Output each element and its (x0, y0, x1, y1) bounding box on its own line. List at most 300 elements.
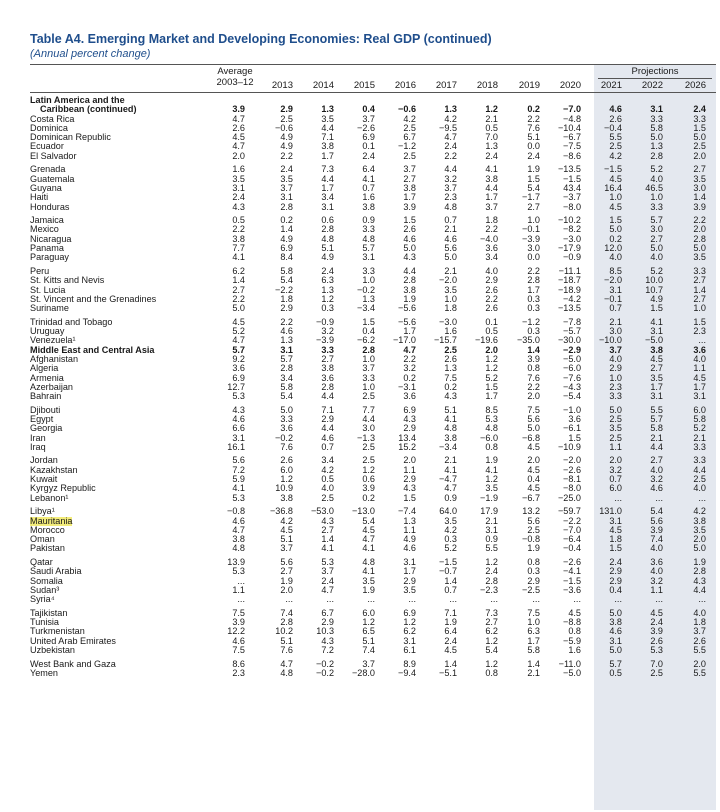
row-value: 2.8 (362, 344, 375, 355)
row-label: Algeria (30, 363, 59, 374)
row-label: Pakistan (30, 543, 65, 554)
row-label: Haiti (30, 192, 49, 203)
row-value: 6.9 (280, 243, 293, 254)
row-value: 2.2 (527, 381, 540, 392)
row-value: 3.6 (321, 372, 334, 383)
row-value: 64.0 (439, 506, 457, 517)
row-value: −5.0 (563, 353, 581, 364)
row-value: ... (532, 594, 540, 605)
row-value: 6.0 (609, 483, 622, 494)
row-value: 2.2 (280, 150, 293, 161)
row-value: −36.8 (269, 506, 293, 517)
row-value: 4.5 (609, 201, 622, 212)
row-value: −3.1 (398, 381, 416, 392)
row-value: 3.4 (321, 192, 334, 203)
row-value: 2.5 (403, 150, 416, 161)
row-value: 4.2 (693, 506, 706, 517)
row-value: 10.9 (275, 483, 293, 494)
row-value: 3.9 (232, 104, 245, 115)
row-value: 5.6 (232, 455, 245, 466)
row-value: 8.5 (485, 404, 498, 415)
row-value: 4.0 (321, 483, 334, 494)
row-value: 4.3 (321, 635, 334, 646)
row-value: 4.7 (362, 534, 375, 545)
row-value: 1.5 (693, 316, 706, 327)
row-value: 1.1 (403, 524, 416, 535)
row-value: 4.6 (444, 233, 457, 244)
row-value: 1.4 (444, 658, 457, 669)
row-value: −13.0 (351, 506, 375, 517)
row-label: Venezuela¹ (30, 335, 76, 346)
row-value: 2.1 (485, 113, 498, 124)
row-value: 7.2 (232, 464, 245, 475)
row-value: 0.3 (527, 293, 540, 304)
row-value: 5.8 (280, 381, 293, 392)
row-value: 2.3 (232, 667, 245, 678)
row-value: 4.0 (609, 252, 622, 263)
row-label: Oman (30, 534, 55, 545)
row-value: 4.6 (403, 543, 416, 554)
row-value: 3.1 (232, 432, 245, 443)
row-value: 5.6 (527, 413, 540, 424)
row-label: Guatemala (30, 173, 75, 184)
row-value: 2.5 (444, 344, 457, 355)
row-value: 1.2 (403, 617, 416, 628)
row-value: 2.7 (650, 455, 663, 466)
row-value: 3.8 (321, 141, 334, 152)
row-value: 10.7 (645, 284, 663, 295)
row-value: 5.6 (280, 557, 293, 568)
row-value: 4.5 (693, 372, 706, 383)
row-value: 3.1 (232, 182, 245, 193)
row-value: −4.2 (563, 293, 581, 304)
row-value: 1.5 (693, 122, 706, 133)
row-value: −0.6 (398, 104, 416, 115)
row-value: 4.1 (650, 316, 663, 327)
row-value: 0.8 (527, 363, 540, 374)
average-header (210, 66, 260, 88)
row-value: −2.2 (275, 284, 293, 295)
row-value: 4.2 (321, 464, 334, 475)
row-value: 4.7 (232, 113, 245, 124)
row-value: 4.8 (232, 543, 245, 554)
row-value: 46.5 (645, 182, 663, 193)
row-value: 3.3 (693, 455, 706, 466)
row-value: 7.4 (280, 607, 293, 618)
row-label: Bahrain (30, 391, 62, 402)
projections-rule (598, 78, 712, 79)
row-value: 2.5 (403, 122, 416, 133)
row-value: 4.5 (527, 464, 540, 475)
row-value: 3.7 (280, 182, 293, 193)
row-value: 2.2 (527, 113, 540, 124)
row-value: 2.5 (609, 432, 622, 443)
row-label: Trinidad and Tobago (30, 316, 113, 327)
row-value: 1.7 (693, 381, 706, 392)
row-value: 4.8 (444, 423, 457, 434)
row-value: 4.5 (650, 353, 663, 364)
row-label: Caribbean (continued) (40, 104, 137, 115)
average-range: 2003–12 (216, 77, 254, 88)
row-value: −7.0 (563, 104, 581, 115)
row-value: ... (408, 594, 416, 605)
row-value: 5.7 (650, 413, 663, 424)
row-value: 2.2 (403, 353, 416, 364)
row-value: 4.7 (444, 483, 457, 494)
row-value: 4.4 (403, 265, 416, 276)
row-label: Afghanistan (30, 353, 79, 364)
row-value: ... (326, 594, 334, 605)
row-value: 4.8 (321, 233, 334, 244)
row-value: 2.2 (693, 215, 706, 226)
row-value: 1.9 (403, 293, 416, 304)
top-rule (30, 64, 716, 65)
row-value: 1.6 (444, 326, 457, 337)
row-label: Ecuador (30, 141, 64, 152)
row-value: 3.3 (321, 344, 334, 355)
row-value: 3.4 (485, 252, 498, 263)
row-label: West Bank and Gaza (30, 658, 116, 669)
row-value: −6.2 (357, 335, 375, 346)
row-value: 4.6 (321, 432, 334, 443)
row-value: 3.1 (693, 391, 706, 402)
row-value: 1.5 (609, 543, 622, 554)
row-value: 5.0 (403, 243, 416, 254)
country-row (30, 152, 716, 161)
row-label: Sudan³ (30, 584, 60, 595)
row-value: 5.3 (321, 557, 334, 568)
country-row (30, 669, 716, 678)
row-value: 4.5 (609, 524, 622, 535)
row-value: 1.1 (232, 584, 245, 595)
row-value: 7.5 (527, 607, 540, 618)
row-value: −1.0 (563, 404, 581, 415)
row-value: 5.5 (693, 667, 706, 678)
row-value: 5.0 (609, 224, 622, 235)
row-value: 4.1 (232, 252, 245, 263)
row-value: 3.3 (650, 113, 663, 124)
row-label: Tunisia (30, 617, 59, 628)
row-value: 4.5 (280, 524, 293, 535)
row-value: 3.9 (650, 524, 663, 535)
row-value: 2.0 (280, 584, 293, 595)
row-value: 4.7 (232, 524, 245, 535)
row-value: 3.7 (403, 164, 416, 175)
row-value: 16.1 (227, 441, 245, 452)
row-value: −0.1 (522, 224, 540, 235)
row-value: 0.0 (527, 252, 540, 263)
row-value: 2.4 (485, 566, 498, 577)
row-value: 2.2 (232, 293, 245, 304)
row-value: −7.0 (563, 524, 581, 535)
row-value: 3.2 (650, 474, 663, 485)
row-value: 3.1 (362, 252, 375, 263)
row-value: 3.3 (280, 413, 293, 424)
row-value: 1.4 (232, 275, 245, 286)
row-value: 2.9 (609, 363, 622, 374)
row-value: 3.8 (403, 182, 416, 193)
row-value: −1.5 (563, 575, 581, 586)
country-row (30, 304, 716, 313)
row-value: 1.0 (693, 303, 706, 314)
row-value: 3.7 (280, 543, 293, 554)
row-label: Iran (30, 432, 46, 443)
row-value: 1.0 (609, 372, 622, 383)
row-value: 2.9 (321, 617, 334, 628)
row-value: 2.6 (444, 353, 457, 364)
row-value: 4.4 (321, 391, 334, 402)
row-value: 4.2 (609, 150, 622, 161)
row-value: 3.8 (693, 515, 706, 526)
row-value: −2.0 (563, 455, 581, 466)
row-value: ... (237, 575, 245, 586)
row-value: 5.8 (527, 645, 540, 655)
row-value: −25.0 (557, 492, 581, 503)
year-header-2014: 2014 (312, 80, 334, 91)
row-value: 3.5 (444, 284, 457, 295)
row-value: 1.8 (693, 617, 706, 628)
row-value: 3.1 (650, 391, 663, 402)
row-value: 3.7 (362, 113, 375, 124)
year-header-2016: 2016 (394, 80, 416, 91)
row-value: 3.9 (362, 483, 375, 494)
row-value: 0.2 (403, 372, 416, 383)
row-value: 0.4 (527, 474, 540, 485)
country-row (30, 392, 716, 401)
row-value: 1.7 (485, 192, 498, 203)
row-value: 7.0 (650, 658, 663, 669)
row-value: 1.4 (321, 534, 334, 545)
row-value: 2.4 (609, 557, 622, 568)
row-value: 1.7 (403, 192, 416, 203)
row-value: 2.0 (693, 150, 706, 161)
row-value: 4.1 (362, 566, 375, 577)
year-header-2020: 2020 (559, 80, 581, 91)
row-value: 2.8 (321, 224, 334, 235)
row-value: 5.2 (232, 326, 245, 337)
row-label: Djibouti (30, 404, 61, 415)
row-value: 2.2 (444, 150, 457, 161)
row-value: 1.8 (609, 534, 622, 545)
row-value: 0.9 (485, 534, 498, 545)
row-value: 2.1 (650, 432, 663, 443)
row-value: −0.9 (316, 316, 334, 327)
row-value: 1.7 (321, 182, 334, 193)
row-value: 4.1 (232, 483, 245, 494)
row-value: 2.1 (444, 455, 457, 466)
row-value: 5.2 (693, 423, 706, 434)
row-value: 5.4 (280, 275, 293, 286)
row-value: 6.2 (485, 626, 498, 637)
row-value: 6.6 (232, 423, 245, 434)
row-value: 12.7 (227, 381, 245, 392)
row-value: 3.6 (280, 423, 293, 434)
row-value: 4.7 (280, 658, 293, 669)
row-label: Honduras (30, 201, 70, 212)
row-value: 4.7 (232, 335, 245, 346)
row-value: 1.9 (693, 557, 706, 568)
row-value: 3.9 (650, 626, 663, 637)
row-value: 5.8 (693, 413, 706, 424)
row-value: 3.3 (693, 441, 706, 452)
row-value: 6.3 (321, 275, 334, 286)
row-value: 2.9 (485, 275, 498, 286)
row-value: 2.3 (693, 326, 706, 337)
row-label: El Salvador (30, 150, 77, 161)
row-value: 2.4 (444, 141, 457, 152)
row-value: 5.5 (485, 543, 498, 554)
row-value: 4.6 (609, 104, 622, 115)
row-value: 1.2 (485, 658, 498, 669)
row-value: 0.5 (485, 326, 498, 337)
row-label: Libya¹ (30, 506, 55, 517)
row-value: 8.9 (403, 658, 416, 669)
row-value: 3.1 (321, 201, 334, 212)
row-value: 1.2 (485, 557, 498, 568)
row-value: 5.0 (609, 404, 622, 415)
row-value: −8.8 (563, 617, 581, 628)
row-value: ... (367, 594, 375, 605)
gdp-table (30, 96, 716, 678)
row-value: 3.0 (527, 243, 540, 254)
row-value: −6.7 (563, 132, 581, 143)
row-value: −3.4 (439, 441, 457, 452)
row-value: −8.1 (563, 474, 581, 485)
row-value: 4.3 (403, 252, 416, 263)
row-value: 1.2 (485, 353, 498, 364)
row-value: 2.4 (321, 575, 334, 586)
row-label: Dominican Republic (30, 132, 111, 143)
row-value: 4.0 (693, 483, 706, 494)
row-value: 3.5 (693, 252, 706, 263)
row-value: 2.1 (444, 265, 457, 276)
row-value: 1.3 (321, 104, 334, 115)
row-value: 1.5 (527, 173, 540, 184)
row-value: 2.2 (527, 265, 540, 276)
row-value: 4.6 (650, 483, 663, 494)
row-value: −2.2 (563, 515, 581, 526)
row-value: 1.7 (321, 150, 334, 161)
row-value: 2.4 (280, 164, 293, 175)
row-value: −28.0 (351, 667, 375, 678)
row-value: 3.9 (527, 353, 540, 364)
row-value: 4.3 (232, 201, 245, 212)
row-value: 2.6 (485, 284, 498, 295)
row-label: Nicaragua (30, 233, 72, 244)
row-value: −3.9 (316, 335, 334, 346)
row-value: 1.0 (444, 293, 457, 304)
row-value: 10.3 (316, 626, 334, 637)
row-value: −5.4 (563, 391, 581, 402)
row-value: 3.6 (693, 344, 706, 355)
row-value: 5.0 (527, 423, 540, 434)
row-value: 1.4 (444, 575, 457, 586)
row-value: 4.9 (650, 293, 663, 304)
row-value: ... (698, 335, 706, 346)
row-value: 1.5 (403, 492, 416, 503)
row-value: 4.0 (650, 252, 663, 263)
row-value: 5.1 (280, 635, 293, 646)
row-value: 1.6 (362, 192, 375, 203)
year-header-2017: 2017 (435, 80, 457, 91)
row-value: 1.7 (403, 326, 416, 337)
row-value: 13.9 (227, 557, 245, 568)
row-value: 2.4 (232, 192, 245, 203)
row-value: 3.6 (232, 363, 245, 374)
row-value: 2.4 (321, 265, 334, 276)
row-value: 4.4 (444, 164, 457, 175)
row-label: Somalia (30, 575, 63, 586)
row-value: 5.6 (444, 243, 457, 254)
row-value: −6.0 (563, 363, 581, 374)
row-value: −10.9 (557, 441, 581, 452)
row-value: −15.7 (433, 335, 457, 346)
year-header-2013: 2013 (271, 80, 293, 91)
row-value: −3.6 (563, 584, 581, 595)
row-value: 1.4 (693, 284, 706, 295)
row-value: 1.9 (527, 164, 540, 175)
row-value: 2.5 (693, 474, 706, 485)
row-value: 1.7 (650, 381, 663, 392)
row-value: 7.5 (527, 404, 540, 415)
row-value: 7.7 (232, 243, 245, 254)
row-value: 4.0 (650, 566, 663, 577)
row-value: −7.6 (563, 372, 581, 383)
row-label: Kazakhstan (30, 464, 78, 475)
row-value: 0.2 (362, 492, 375, 503)
row-value: 5.0 (650, 243, 663, 254)
row-value: 2.3 (444, 192, 457, 203)
row-value: 3.2 (444, 173, 457, 184)
row-label: Kyrgyz Republic (30, 483, 96, 494)
row-value: 2.7 (693, 164, 706, 175)
row-value: 1.8 (485, 215, 498, 226)
row-value: 3.9 (693, 201, 706, 212)
row-value: −7.8 (563, 316, 581, 327)
row-label: Lebanon¹ (30, 492, 69, 503)
row-value: −2.0 (604, 275, 622, 286)
row-value: 4.0 (650, 464, 663, 475)
row-value: 7.4 (650, 534, 663, 545)
row-value: 2.6 (280, 455, 293, 466)
row-value: −7.5 (563, 141, 581, 152)
row-value: −5.9 (563, 635, 581, 646)
row-value: 4.2 (444, 524, 457, 535)
row-value: 2.7 (232, 284, 245, 295)
row-value: ... (237, 594, 245, 605)
row-value: 2.4 (650, 617, 663, 628)
row-value: 4.1 (362, 543, 375, 554)
row-value: 1.5 (362, 316, 375, 327)
row-value: 1.0 (362, 381, 375, 392)
row-value: 2.4 (527, 150, 540, 161)
row-value: −0.2 (316, 658, 334, 669)
row-value: ... (698, 594, 706, 605)
row-value: 3.1 (280, 192, 293, 203)
row-value: 2.9 (280, 303, 293, 314)
row-value: −0.9 (563, 252, 581, 263)
row-value: 7.3 (485, 607, 498, 618)
country-row (30, 544, 716, 553)
row-value: 131.0 (599, 506, 622, 517)
row-value: 5.4 (362, 515, 375, 526)
row-label: Iraq (30, 441, 46, 452)
row-label: Uruguay (30, 326, 65, 337)
row-value: 4.3 (403, 483, 416, 494)
row-value: 2.7 (321, 524, 334, 535)
row-value: 2.0 (693, 224, 706, 235)
row-value: 4.1 (485, 464, 498, 475)
